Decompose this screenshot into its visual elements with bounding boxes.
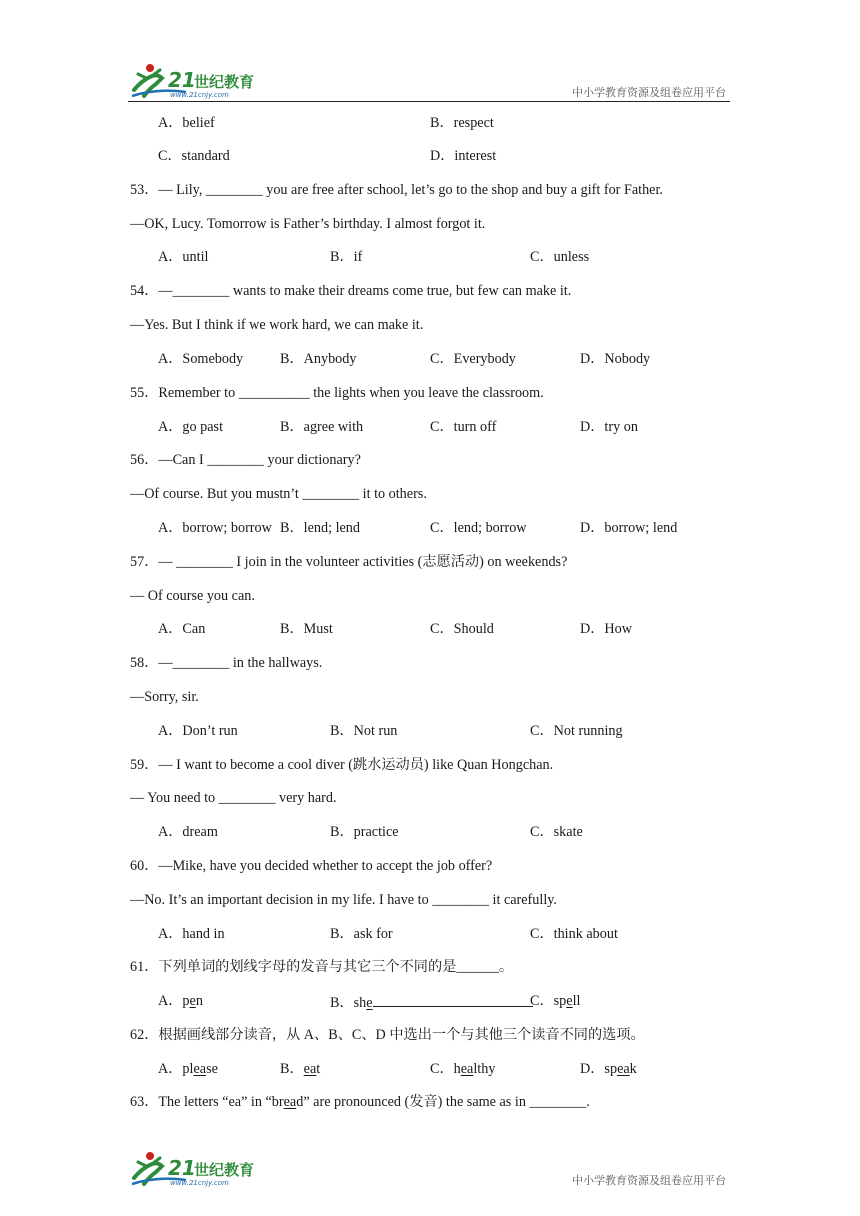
q60-stem: 60．—Mike, have you decided whether to accept the job offer?	[130, 858, 493, 874]
q59-stem: 59．— I want to become a cool diver (跳水运动员) like Quan Hongchan.	[130, 757, 554, 773]
q53-option-a: A．until	[158, 249, 209, 265]
underlined-letters: ea	[193, 1061, 207, 1077]
q59-option-c: C．skate	[530, 824, 583, 840]
q55-option-c: C．turn off	[430, 419, 497, 435]
q63-stem: 63．The letters “ea” in “bread” are pronounced (发音) the same as in ________.	[130, 1094, 590, 1110]
q61-option-c: C．spell	[530, 993, 581, 1009]
q53-stem: 53．— Lily, ________ you are free after school, let’s go to the shop and buy a gift for Father.	[130, 182, 663, 198]
q57-option-c: C．Should	[430, 621, 494, 637]
q62-option-b: B．eat	[280, 1061, 321, 1077]
footer-tagline: 中小学教育资源及组卷应用平台	[572, 1174, 726, 1187]
q54-reply: —Yes. But I think if we work hard, we can make it.	[130, 317, 424, 333]
q62-option-a: A．please	[158, 1061, 218, 1077]
q52-option-d: D．interest	[430, 148, 497, 164]
q61-option-b: B．she	[330, 992, 533, 1012]
q58-option-c: C．Not running	[530, 723, 623, 739]
q54-option-b: B．Anybody	[280, 351, 357, 367]
q60-option-a: A．hand in	[158, 926, 225, 942]
underlined-letters: e	[366, 995, 373, 1011]
q53-option-c: C．unless	[530, 249, 590, 265]
q55-stem: 55．Remember to __________ the lights when you leave the classroom.	[130, 385, 544, 401]
q59-option-b: B．practice	[330, 824, 399, 840]
logo	[128, 62, 268, 100]
svg-text:世纪教育: 世纪教育	[194, 73, 255, 91]
q56-option-d: D．borrow; lend	[580, 520, 678, 536]
q59-reply: — You need to ________ very hard.	[130, 790, 337, 806]
q60-option-c: C．think about	[530, 926, 618, 942]
q54-option-d: D．Nobody	[580, 351, 651, 367]
q57-option-b: B．Must	[280, 621, 333, 637]
q56-stem: 56．—Can I ________ your dictionary?	[130, 452, 361, 468]
q56-reply: —Of course. But you mustn’t ________ it to others.	[130, 486, 427, 502]
svg-text:21: 21	[168, 68, 196, 92]
q56-option-c: C．lend; borrow	[430, 520, 527, 536]
q55-option-a: A．go past	[158, 419, 224, 435]
q56-option-a: A．borrow; borrow	[158, 520, 272, 536]
answer-blank-line	[373, 992, 533, 1007]
q58-reply: —Sorry, sir.	[130, 689, 199, 705]
q60-option-b: B．ask for	[330, 926, 393, 942]
q55-option-d: D．try on	[580, 419, 638, 435]
q56-option-b: B．lend; lend	[280, 520, 360, 536]
q61-stem: 61．下列单词的划线字母的发音与其它三个不同的是______。	[130, 959, 514, 975]
page-footer	[128, 1150, 730, 1190]
underlined-letters: ea	[303, 1061, 317, 1077]
q57-stem: 57．— ________ I join in the volunteer activities (志愿活动) on weekends?	[130, 554, 568, 570]
underlined-letters: ea	[283, 1094, 297, 1110]
q55-option-b: B．agree with	[280, 419, 364, 435]
q60-reply: —No. It’s an important decision in my life. I have to ________ it carefully.	[130, 892, 557, 908]
q62-option-c: C．healthy	[430, 1061, 496, 1077]
q53-reply: —OK, Lucy. Tomorrow is Father’s birthday. I almost forgot it.	[130, 216, 486, 232]
q52-option-c: C．standard	[158, 148, 230, 164]
q58-stem: 58．—________ in the hallways.	[130, 655, 323, 671]
underlined-letters: ea	[617, 1061, 630, 1077]
q62-stem: 62．根据画线部分读音，从 A、B、C、D 中选出一个与其他三个读音不同的选项。	[130, 1027, 645, 1043]
svg-text:www.21cnjy.com: www.21cnjy.com	[170, 91, 229, 99]
underlined-letters: e	[189, 993, 196, 1009]
q53-option-b: B．if	[330, 249, 363, 265]
q59-option-a: A．dream	[158, 824, 218, 840]
q52-option-b: B．respect	[430, 115, 494, 131]
svg-text:www.21cnjy.com: www.21cnjy.com	[170, 1179, 229, 1187]
q57-option-d: D．How	[580, 621, 633, 637]
underlined-letters: ea	[460, 1061, 474, 1077]
q54-option-c: C．Everybody	[430, 351, 516, 367]
header-rule	[128, 101, 730, 102]
svg-text:21: 21	[168, 1156, 196, 1180]
page-header	[128, 62, 730, 102]
svg-text:世纪教育: 世纪教育	[194, 1161, 255, 1179]
underlined-letters: e	[566, 993, 573, 1009]
q52-option-a: A．belief	[158, 115, 215, 131]
q54-option-a: A．Somebody	[158, 351, 244, 367]
q58-option-a: A．Don’t run	[158, 723, 238, 739]
q62-option-d: D．speak	[580, 1061, 637, 1077]
header-tagline: 中小学教育资源及组卷应用平台	[572, 86, 726, 99]
q57-reply: — Of course you can.	[130, 588, 255, 604]
q57-option-a: A．Can	[158, 621, 206, 637]
q58-option-b: B．Not run	[330, 723, 398, 739]
q54-stem: 54．—________ wants to make their dreams come true, but few can make it.	[130, 283, 572, 299]
q61-option-a: A．pen	[158, 993, 203, 1009]
logo	[128, 1150, 268, 1188]
